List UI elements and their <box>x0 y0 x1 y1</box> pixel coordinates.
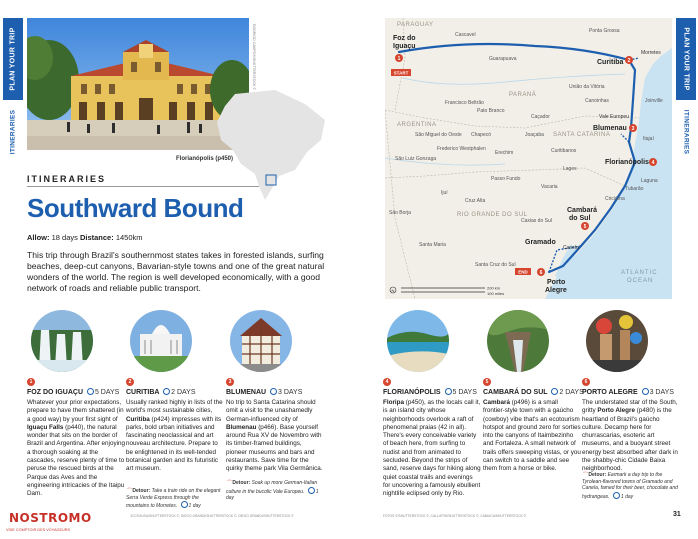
stop-detour: ⌒ Detour: Take a train ride on the elegant Serra Verde Express through the mountains to Morretes. 1 day <box>126 488 221 509</box>
map-label-vale-europeu: Vale Europeu <box>599 114 629 120</box>
stop-heading: FOZ DO IGUAÇU 5 DAYS <box>27 389 120 396</box>
svg-text:São Borja: São Borja <box>389 210 411 216</box>
svg-text:Caçador: Caçador <box>531 114 550 120</box>
hero-photo-credit: RODRIGO CAMPOS/SHUTTERSTOCK © <box>252 24 256 90</box>
svg-text:Santa Cruz do Sul: Santa Cruz do Sul <box>475 262 516 268</box>
map-label-blumenau: Blumenau <box>593 125 627 132</box>
svg-text:SANTA CATARINA: SANTA CATARINA <box>553 132 611 138</box>
plan-your-trip-tab: PLAN YOUR TRIP <box>676 18 696 100</box>
svg-text:1: 1 <box>397 56 401 62</box>
stop-photo <box>230 310 292 372</box>
map-label-gramado: Gramado <box>525 239 556 246</box>
stop-number: 6 <box>582 378 590 386</box>
svg-text:Ijuí: Ijuí <box>441 190 448 196</box>
clock-icon <box>445 388 452 395</box>
itineraries-tab: ITINERARIES <box>682 109 690 155</box>
end-label: END <box>518 269 528 275</box>
page-number: 31 <box>673 511 681 518</box>
left-side-tab <box>3 18 23 158</box>
svg-text:São Luiz Gonzaga: São Luiz Gonzaga <box>395 156 437 162</box>
clock-icon <box>87 388 94 395</box>
detour-icon: ⌒ <box>126 488 132 494</box>
svg-text:Canoinhas: Canoinhas <box>585 98 609 104</box>
svg-text:ARGENTINA: ARGENTINA <box>397 122 437 128</box>
clock-icon <box>270 388 277 395</box>
stop-number: 3 <box>226 378 234 386</box>
stop-detour: ⌒ Detour: Soak up more German-Italian culture in the bucolic Vale Europeu. 1 day <box>226 480 319 501</box>
stop-photo <box>586 310 648 372</box>
svg-text:2: 2 <box>627 58 631 64</box>
svg-text:100 miles: 100 miles <box>487 291 505 296</box>
map-label-canela: Canela <box>563 245 579 251</box>
stop-heading: PORTO ALEGRE 3 DAYS <box>582 389 674 396</box>
svg-text:Caxias do Sul: Caxias do Sul <box>521 218 552 224</box>
map-label-porto-2: Alegre <box>545 287 567 294</box>
svg-text:ATLANTIC: ATLANTIC <box>621 270 658 276</box>
divider <box>27 186 259 187</box>
stop-description: The understated star of the South, gritty Porto Alegre (p480) is the heartland of Brazil's gaúcho culture. Decamp here for churrascarias, esoteric art museums, and a buoyant street energy best absorbed after dark in the shabby-chic Cidade Baixa neighborhood. <box>582 399 678 473</box>
right-side-tab <box>676 18 696 158</box>
stop-description: Floripa (p450), as the locals call it, is an island city whose neighborhoods overlook a raft of phenomenal praias (42 in all). There's every conceivable variety of beach here, from surfing to nudist and from animated to secluded. Beyond the strips of sand, reserve days for hiking along quiet coastal trails and evenings for uncovering a famously ebullient nightlife eclipsed only by Rio. <box>383 399 481 498</box>
svg-text:Santa Maria: Santa Maria <box>419 242 446 248</box>
stop-number: 4 <box>383 378 391 386</box>
stop-description: Cambará (p496) is a small frontier-style town with a gaúcho (cowboy) vibe that's an ecotourism hotspot and ground zero for sorties into the canyons of Itaimbezinho and Fortaleza. A small network of trails offers sweeping vistas, or you can switch to a saddle and see them from a horse or bike. <box>483 399 581 473</box>
stop-number: 1 <box>27 378 35 386</box>
svg-text:Guarapuava: Guarapuava <box>489 56 517 62</box>
svg-text:Joinville: Joinville <box>645 98 663 104</box>
map-label-cambara-1: Cambará <box>567 207 597 214</box>
map-label-floripa: Florianópolis <box>605 159 649 166</box>
stop-detour: ⌒ Detour: Earmark a day trip to the Tyrolean-flavored towns of Gramado and Canela, famed for their beer, chocolate and hydrangeas. 1 day <box>582 472 678 500</box>
detour-icon: ⌒ <box>582 472 588 478</box>
photo-credits-right: FOTOS ©/SHUTTERSTOCK ©, CALLISTHI/SHUTTERSTOCK ©, CABUICA/SHUTTERSTOCK © <box>383 514 527 518</box>
stop-photo <box>31 310 93 372</box>
stop-description: Whatever your prior expectations, prepare to have them shattered (in a good way) by your first sight of Iguaçu Falls (p440), the natural wonder that sits on the border of Brazil and Argentina. After enjoying a thorough soaking at the cascades, reserve plenty of time to peruse the rescued birds at the Parque das Aves and the engineering intricacies of the Itaipu Dam. <box>27 399 126 498</box>
start-label: START <box>393 70 409 76</box>
svg-text:PARAGUAY: PARAGUAY <box>397 22 434 28</box>
detour-icon: ⌒ <box>226 480 232 486</box>
stop-description: No trip to Santa Catarina should omit a visit to the unashamedly German-influenced city of Blumenau (p466). Base yourself around Rua XV de Novembro with its timber-framed buildings, pioneer museums and bars and restaurants. Save time for the quirky theme park Vila Germânica. <box>226 399 323 473</box>
svg-text:Vacaria: Vacaria <box>541 184 558 190</box>
stop-heading: BLUMENAU 3 DAYS <box>226 389 303 396</box>
svg-text:Laguna: Laguna <box>641 178 658 184</box>
stop-photo <box>387 310 449 372</box>
svg-text:São Miguel do Oeste: São Miguel do Oeste <box>415 132 462 138</box>
stop-heading: CAMBARÁ DO SUL 2 DAYS <box>483 389 584 396</box>
svg-text:Pato Branco: Pato Branco <box>477 108 505 114</box>
svg-text:N: N <box>391 288 395 293</box>
svg-text:PARANÁ: PARANÁ <box>509 92 537 98</box>
stop-description: Usually ranked highly in lists of the world's most sustainable cities, Curitiba (p424) impresses with its parks, bold urban initiatives and fascinating neoclassical and art nouveau architecture. Prepare to be enlightened in its well-tended botanical garden and its futuristic art museum. <box>126 399 223 473</box>
clock-icon <box>551 388 558 395</box>
svg-text:5: 5 <box>583 224 587 230</box>
map-label-foz-2: Iguaçu <box>393 43 416 50</box>
route-map <box>385 18 672 299</box>
svg-text:Itajaí: Itajaí <box>643 136 654 142</box>
clock-icon <box>181 501 188 508</box>
photo-credits-left: JCCSOUSA/SHUTTERSTOCK ©, DIEGO GRANDI/SHUTTERSTOCK ©, DIEGO GRANDI/SHUTTERSTOCK © <box>130 514 294 518</box>
svg-text:Francisco Beltrão: Francisco Beltrão <box>445 100 484 106</box>
nostromo-logo: NOSTROMO VIDE COMPTOIR DES VOYAGEURS <box>6 511 92 532</box>
map-label-morretes: Morretes <box>641 50 661 56</box>
svg-text:Lages: Lages <box>563 166 577 172</box>
hero-caption: Florianópolis (p450) <box>176 156 234 162</box>
stop-heading: CURITIBA 2 DAYS <box>126 389 196 396</box>
plan-your-trip-tab: PLAN YOUR TRIP <box>3 18 23 100</box>
svg-text:Joaçaba: Joaçaba <box>525 132 544 138</box>
clock-icon <box>308 487 315 494</box>
clock-icon <box>613 492 620 499</box>
intro-text: This trip through Brazil's southernmost states takes in forested islands, surfing beaches, deep-cut canyons, Bavarian-style towns and one of the great natural wonders of the world. The region is well developed economically, with a good network of roads and reliable public transport. <box>27 250 325 293</box>
svg-text:União da Vitória: União da Vitória <box>569 84 605 90</box>
svg-text:3: 3 <box>631 126 635 132</box>
stop-photo <box>487 310 549 372</box>
svg-text:Ponta Grossa: Ponta Grossa <box>589 28 620 34</box>
stop-heading: FLORIANÓPOLIS 5 DAYS <box>383 389 477 396</box>
svg-text:200 km: 200 km <box>487 285 501 291</box>
map-label-cambara-2: do Sul <box>569 215 591 222</box>
itineraries-tab: ITINERARIES <box>9 109 17 155</box>
svg-text:Cascavel: Cascavel <box>455 32 476 38</box>
clock-icon <box>163 388 170 395</box>
trip-meta: Allow: 18 days Distance: 1450km <box>27 233 143 242</box>
svg-text:Passo Fundo: Passo Fundo <box>491 176 521 182</box>
svg-text:RIO GRANDE DO SUL: RIO GRANDE DO SUL <box>457 212 528 218</box>
map-label-curitiba: Curitiba <box>597 59 624 66</box>
svg-text:Curitibanos: Curitibanos <box>551 148 577 154</box>
svg-text:Frederico Westphalen: Frederico Westphalen <box>437 146 486 152</box>
stop-number: 5 <box>483 378 491 386</box>
map-label-foz-1: Foz do <box>393 35 416 42</box>
page-title: Southward Bound <box>27 193 244 223</box>
svg-text:Chapecó: Chapecó <box>471 132 492 138</box>
map-label-porto-1: Porto <box>547 279 566 286</box>
brazil-locator-map <box>215 90 327 200</box>
svg-text:Erechim: Erechim <box>495 150 514 156</box>
svg-text:OCEAN: OCEAN <box>627 278 654 284</box>
stop-number: 2 <box>126 378 134 386</box>
svg-text:4: 4 <box>651 160 655 166</box>
stop-photo <box>130 310 192 372</box>
svg-text:Cruz Alta: Cruz Alta <box>465 198 486 204</box>
clock-icon <box>642 388 649 395</box>
svg-text:6: 6 <box>539 270 543 276</box>
svg-text:Criciúma: Criciúma <box>605 196 625 202</box>
svg-text:Tubarão: Tubarão <box>625 186 644 192</box>
section-label: ITINERARIES <box>27 174 107 184</box>
